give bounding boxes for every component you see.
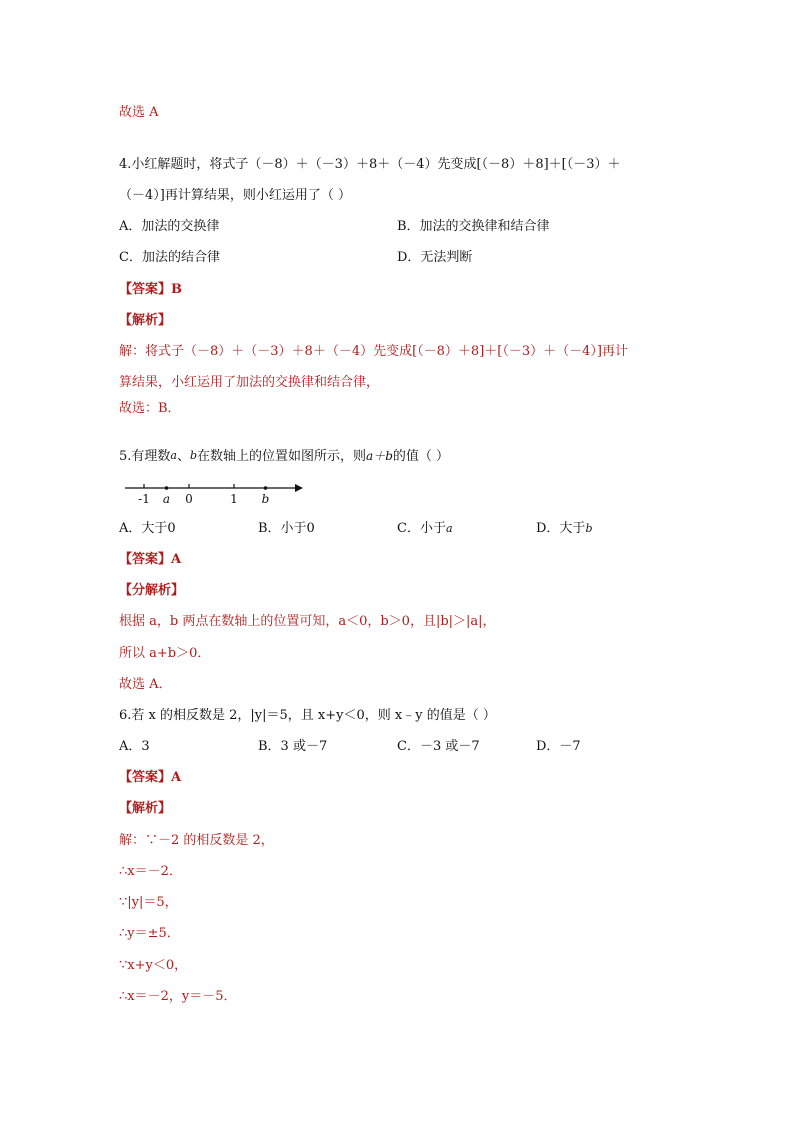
q6-stem: 6.若 x 的相反数是 2，|y|＝5，且 x+y＜0，则 x﹣y 的值是（ ）	[119, 708, 496, 723]
q6-option-c: C．－3 或－7	[397, 739, 480, 754]
q4-analysis-line1: 解：将式子（－8）＋（－3）＋8＋（－4）先变成[（－8）＋8]＋[（－3）＋（－4）]再计	[119, 344, 628, 359]
q5-var-b: b	[189, 449, 198, 462]
q5-expr: a＋b	[366, 449, 393, 463]
q6-step-2: ∴x＝－2．	[119, 864, 182, 879]
q4-stem-line1: 4.小红解题时，将式子（－8）＋（－3）＋8＋（－4）先变成[（－8）＋8]＋[（－3）＋	[119, 157, 621, 172]
q5-sep: 、	[176, 449, 190, 464]
q4-answer: 【答案】B	[119, 282, 182, 297]
q5-stem-suffix: 的值（ ）	[392, 449, 450, 464]
q4-analysis-line2: 算结果，小红运用了加法的交换律和结合律，	[119, 375, 380, 390]
number-line-point-a	[165, 486, 169, 490]
number-line-label: a	[162, 492, 171, 506]
prev-conclusion: 故选 A	[119, 105, 159, 120]
q5-analysis-line2: 所以 a+b＞0．	[119, 646, 211, 661]
number-line-point-b	[264, 486, 268, 490]
q4-option-d: D．无法判断	[397, 250, 473, 265]
q5-conclusion: 故选 A．	[119, 677, 172, 692]
q5-var-a: a	[170, 449, 177, 462]
q6-option-d: D．－7	[536, 739, 581, 754]
q5-option-d: D．大于$^b$	[536, 521, 593, 536]
number-line-label: -1	[138, 492, 150, 506]
q5-option-b: B．小于0	[258, 521, 315, 536]
q5-analysis-line1: 根据 a，b 两点在数轴上的位置可知，a＜0，b＞0，且|b|＞|a|，	[119, 614, 496, 629]
q5-stem	[119, 447, 449, 466]
number-line-figure	[119, 476, 309, 508]
q6-step-1: 解：∵－2 的相反数是 2，	[119, 833, 274, 848]
number-line-label: b	[261, 492, 270, 506]
q5-stem-prefix: 5.有理数	[119, 449, 171, 464]
q6-answer: 【答案】A	[119, 770, 182, 785]
q6-step-5: ∵x+y＜0，	[119, 958, 188, 973]
q6-step-4: ∴y＝±5．	[119, 926, 180, 941]
q4-option-a: A．加法的交换律	[119, 219, 220, 234]
q6-option-b: B．3 或－7	[258, 739, 328, 754]
q6-step-6: ∴x＝－2，y＝－5．	[119, 989, 237, 1004]
number-line-label: 0	[185, 492, 193, 506]
q6-step-3: ∵|y|＝5，	[119, 895, 178, 910]
q6-option-a: A．3	[119, 739, 150, 754]
q4-stem-line2: （－4）]再计算结果，则小红运用了（ ）	[119, 188, 351, 203]
q4-option-c: C．加法的结合律	[119, 250, 220, 265]
q5-answer: 【答案】A	[119, 552, 182, 567]
q5-analysis-title: 【分解析】	[119, 583, 185, 598]
q5-option-c: C．小于$^a$	[397, 521, 453, 536]
q4-conclusion: 故选：B．	[119, 401, 181, 416]
q5-option-a: A．大于0	[119, 521, 176, 536]
q4-analysis-title: 【解析】	[119, 313, 172, 328]
number-line-label: 1	[230, 492, 238, 506]
q6-analysis-title: 【解析】	[119, 801, 172, 816]
number-line-arrow	[295, 484, 303, 492]
q5-stem-mid: 在数轴上的位置如图所示，则	[197, 449, 367, 464]
q4-option-b: B．加法的交换律和结合律	[397, 219, 550, 234]
